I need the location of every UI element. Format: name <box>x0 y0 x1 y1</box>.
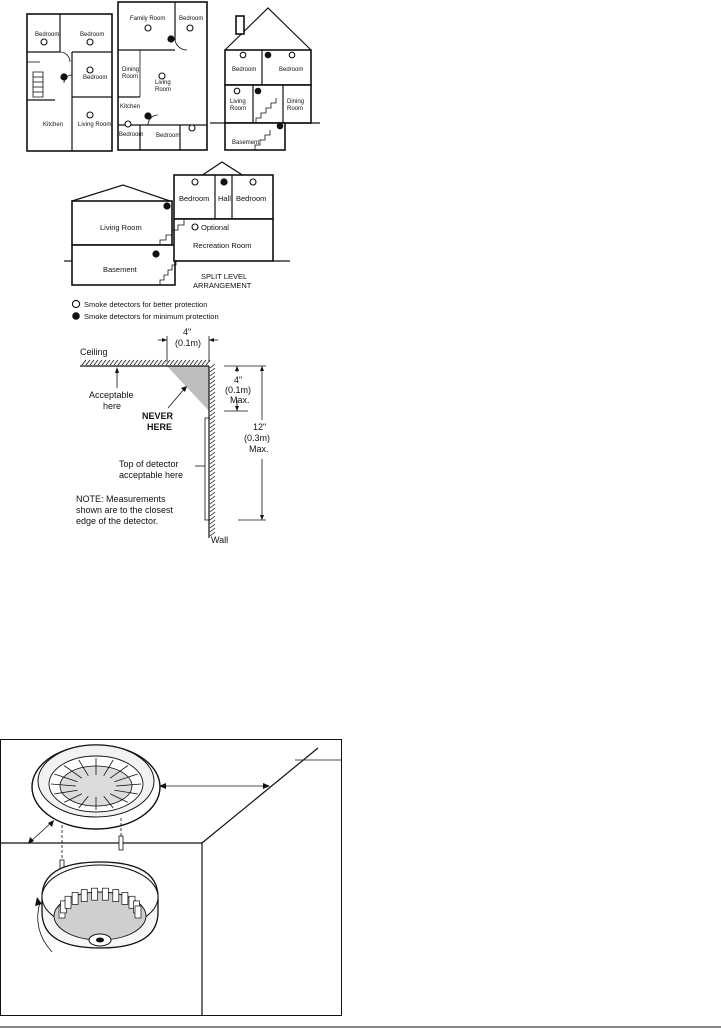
split-caption-2: ARRANGEMENT <box>193 281 252 290</box>
split-recreation-room: Recreation Room <box>193 241 252 250</box>
side-dim-2: (0.1m) <box>225 385 252 395</box>
acceptable-1: Acceptable <box>89 390 134 400</box>
mounting-ceiling-edge <box>202 748 318 843</box>
detector-better <box>192 224 198 230</box>
detector-better <box>41 39 47 45</box>
mounting-screw <box>119 836 123 850</box>
side-dim-1: 4" <box>234 375 243 385</box>
detector-minimum <box>220 178 227 185</box>
plan2-family-room: Family Room <box>130 16 166 22</box>
legend-minimum-icon <box>72 312 80 320</box>
top-dim-1: 4" <box>183 327 192 337</box>
top-dim-2: (0.1m) <box>175 338 202 348</box>
detector-better <box>192 179 198 185</box>
elev-dining-b: Room <box>287 106 304 112</box>
split-bedroom-1: Bedroom <box>179 194 210 203</box>
detector-minimum <box>163 202 170 209</box>
detector-better <box>145 25 151 31</box>
plan2-dining-room-a: Dining <box>122 67 140 73</box>
detector-better <box>87 67 93 73</box>
floor-plan-2 <box>118 2 207 150</box>
elev-basement: Basement <box>232 140 260 146</box>
detector-better <box>240 52 246 58</box>
top-detector-1: Top of detector <box>119 459 179 469</box>
ceiling-label: Ceiling <box>80 347 108 357</box>
plan2-bedroom-2: Bedroom <box>119 132 144 138</box>
legend-better-text: Smoke detectors for better protection <box>84 300 208 309</box>
floor-plan-1 <box>27 14 112 151</box>
detector-better <box>159 73 165 79</box>
house-elevation <box>210 8 320 150</box>
split-basement: Basement <box>103 265 137 274</box>
detector-minimum <box>277 123 284 130</box>
note-2: shown are to the closest <box>76 505 174 515</box>
split-optional: Optional <box>201 223 229 232</box>
detector-minimum <box>152 250 159 257</box>
long-dim-3: Max. <box>249 444 269 454</box>
plan2-living-room-b: Room <box>155 87 172 93</box>
never-here-2: HERE <box>147 422 173 432</box>
detector-better <box>250 179 256 185</box>
detector-better <box>87 39 93 45</box>
elev-bedroom-2: Bedroom <box>279 67 304 73</box>
split-caption-1: SPLIT LEVEL <box>201 272 248 281</box>
plan2-bedroom-1: Bedroom <box>179 16 204 22</box>
wall-label: Wall <box>211 535 229 545</box>
split-living-room: Living Room <box>100 223 142 232</box>
detector-minimum <box>265 52 272 59</box>
plan1-bedroom-2: Bedroom <box>80 32 105 38</box>
long-dim-1: 12" <box>253 422 267 432</box>
elev-dining-a: Dining <box>287 99 305 105</box>
placement-diagram <box>76 327 270 545</box>
split-bedroom-2: Bedroom <box>236 194 267 203</box>
acceptable-2: here <box>103 401 122 411</box>
legend-better-icon <box>72 300 79 307</box>
side-dim-3: Max. <box>230 395 250 405</box>
mounting-base-plate <box>32 745 160 829</box>
detector-better <box>87 112 93 118</box>
plan2-living-room-a: Living <box>155 80 171 86</box>
never-here-1: NEVER <box>142 411 174 421</box>
plan2-bedroom-3: Bedroom <box>156 133 181 139</box>
note-3: edge of the detector. <box>76 516 159 526</box>
smoke-detector-head <box>42 862 158 948</box>
plan2-dining-room-b: Room <box>122 74 139 80</box>
elev-bedroom-1: Bedroom <box>232 67 257 73</box>
never-here-zone <box>167 366 209 411</box>
long-dim-2: (0.3m) <box>244 433 271 443</box>
elev-living-a: Living <box>230 99 246 105</box>
plan1-bedroom-3: Bedroom <box>83 75 108 81</box>
clearance-arrow-wall <box>30 822 52 842</box>
ceiling-hatch <box>82 360 210 365</box>
plan1-bedroom-1: Bedroom <box>35 32 60 38</box>
note-1: NOTE: Measurements <box>76 494 166 504</box>
wall-hatch <box>210 364 215 536</box>
detector-minimum <box>144 112 151 119</box>
plan2-kitchen: Kitchen <box>120 104 141 110</box>
mounting-illustration <box>1 740 342 1016</box>
detector-better <box>187 25 193 31</box>
split-hall: Hall <box>218 194 231 203</box>
detector-minimum <box>255 88 262 95</box>
detector-better <box>189 125 195 131</box>
detector-better <box>234 88 240 94</box>
top-detector-2: acceptable here <box>119 470 184 480</box>
plan1-living-room: Living Room <box>78 122 112 128</box>
detector-minimum <box>60 73 67 80</box>
split-level-section <box>64 162 290 290</box>
elev-living-b: Room <box>230 106 247 112</box>
legend <box>72 300 218 321</box>
detector-minimum <box>167 35 174 42</box>
detector-better <box>289 52 295 58</box>
legend-minimum-text: Smoke detectors for minimum protection <box>84 312 219 321</box>
detector-better <box>125 121 131 127</box>
plan1-kitchen: Kitchen <box>43 122 64 128</box>
